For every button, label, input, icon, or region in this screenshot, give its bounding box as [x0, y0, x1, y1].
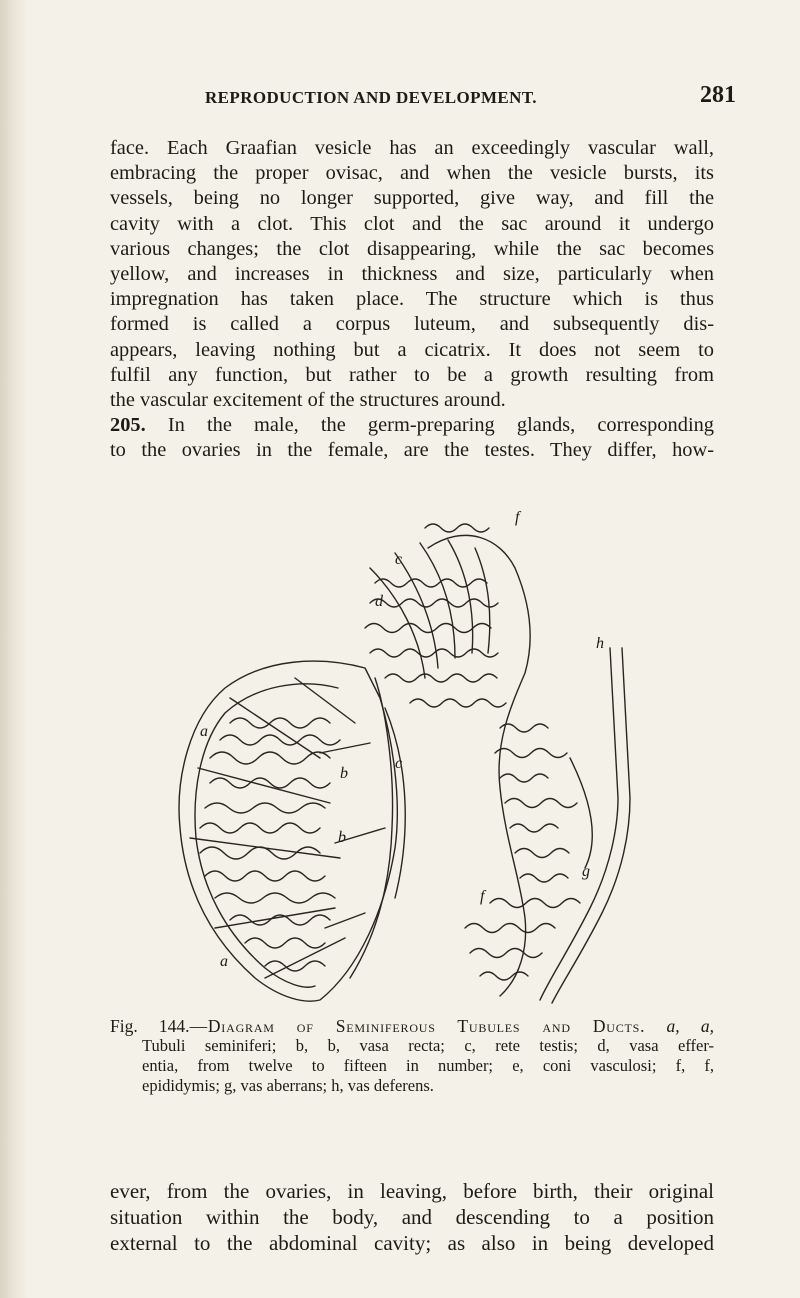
tubule-coil: [205, 871, 325, 881]
coni-vasculosi-coil: [385, 674, 497, 682]
label-f: f: [515, 509, 520, 526]
caption-line: epididymis; g, vas aberrans; h, vas deferens.: [142, 1076, 434, 1095]
page-binding-shadow: [0, 0, 28, 1298]
paragraph-205-line: [110, 413, 714, 438]
coni-vasculosi-coil: [375, 579, 487, 587]
label-c: c: [395, 755, 403, 772]
coni-vasculosi-coil: [370, 599, 498, 607]
septum-line: [265, 938, 345, 978]
coni-vasculosi-coil: [410, 699, 506, 707]
paragraph-205-text: In the male, the germ-preparing glands, corresponding: [145, 414, 714, 437]
figure-number: Fig. 144.: [110, 1016, 190, 1036]
text-line: formed is called a corpus luteum, and subsequently dis-: [110, 313, 714, 336]
caption-line: entia, from twelve to fifteen in number; e, coni vasculosi; f, f,: [142, 1056, 714, 1075]
tubule-coil: [215, 893, 335, 903]
paragraph-number: 205.: [110, 414, 146, 437]
tubule-coil: [245, 938, 325, 948]
label-c: c: [395, 551, 403, 568]
text-line: embracing the proper ovisac, and when the vesicle bursts, its: [110, 162, 714, 185]
text-line: impregnation has taken place. The structure which is thus: [110, 288, 714, 311]
text-line: cavity with a clot. This clot and the sac around it undergo: [110, 212, 714, 235]
septum-line: [198, 768, 330, 803]
label-b: b: [338, 829, 346, 846]
label-f: f: [480, 888, 485, 905]
epididymis-coil: [500, 774, 548, 782]
rete-testis: [350, 678, 393, 978]
text-line: face. Each Graafian vesicle has an exceedingly vascular wall,: [110, 137, 714, 159]
septum-line: [230, 698, 320, 758]
text-line: yellow, and increases in thickness and size, particularly when: [110, 263, 714, 286]
label-g: g: [582, 863, 590, 880]
epididymis-coil: [505, 799, 577, 808]
epididymis-coil: [515, 849, 569, 858]
tubule-coil: [210, 752, 330, 764]
caption-line: [110, 1016, 714, 1036]
coni-vasculosi-coil: [370, 649, 498, 657]
caption-key-a: a, a,: [645, 1016, 714, 1036]
tubule-coil: [230, 718, 330, 728]
text-line: appears, leaving nothing but a cicatrix. It does not seem to: [110, 338, 714, 361]
label-h: h: [596, 635, 604, 652]
figure-seminiferous-tubules-diagram: [170, 508, 650, 1006]
text-line: external to the abdominal cavity; as also in being developed: [110, 1231, 714, 1255]
label-b: b: [340, 765, 348, 782]
running-head: REPRODUCTION AND DEVELOPMENT.: [205, 88, 537, 107]
epididymis-coil: [470, 949, 542, 958]
tubules-diagram-svg: [170, 508, 650, 1006]
tubule-coil: [220, 735, 340, 745]
figure-title: —Diagram of Seminiferous Tubules and Ducts.: [189, 1016, 646, 1036]
epididymis-coil: [510, 824, 558, 832]
caption-line: Tubuli seminiferi; b, b, vasa recta; c, rete testis; d, vasa effer-: [142, 1036, 714, 1055]
label-a: a: [200, 723, 208, 740]
text-line: vessels, being no longer supported, give way, and fill the: [110, 187, 714, 210]
vas-aberrans: [570, 758, 592, 868]
epididymis-coil: [500, 724, 548, 732]
epididymis-coil: [495, 749, 567, 758]
efferent-duct: [370, 568, 425, 678]
text-line: situation within the body, and descending to a position: [110, 1205, 714, 1229]
text-line: various changes; the clot disappearing, while the sac becomes: [110, 237, 714, 260]
body-text-top: [110, 136, 714, 464]
text-line: fulfil any function, but rather to be a growth resulting from: [110, 363, 714, 386]
text-line: ever, from the ovaries, in leaving, before birth, their original: [110, 1179, 714, 1203]
testis-inner-outline: [195, 684, 338, 987]
figure-caption: [110, 1016, 714, 1096]
tubule-coil: [200, 823, 320, 833]
text-line: to the ovaries in the female, are the testes. They differ, how-: [110, 439, 714, 462]
epididymis-coil: [480, 972, 528, 980]
vas-deferens-inner: [552, 648, 630, 1003]
epididymis-coil: [520, 874, 568, 882]
epididymis-coil: [490, 899, 580, 908]
epididymis-outline: [428, 535, 530, 996]
body-text-bottom: [110, 1178, 714, 1256]
page-number: 281: [700, 82, 736, 108]
epididymis-coil: [465, 924, 555, 933]
tubule-coil: [205, 803, 325, 813]
efferent-duct: [448, 540, 473, 653]
label-d: d: [375, 593, 383, 610]
label-a: a: [220, 953, 228, 970]
efferent-duct: [475, 548, 490, 653]
text-line: the vascular excitement of the structures around.: [110, 389, 506, 412]
vasa-recta: [325, 913, 365, 928]
coni-vasculosi-coil: [425, 524, 489, 532]
